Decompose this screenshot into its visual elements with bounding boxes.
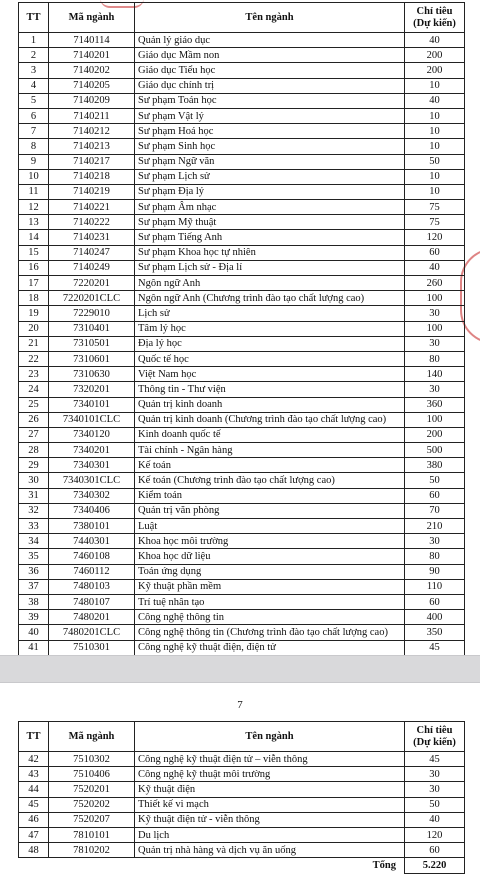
table-row <box>19 397 465 412</box>
row-ten-nganh: Khoa học dữ liệu <box>135 549 405 564</box>
row-ma-nganh: 7140219 <box>49 184 135 199</box>
row-ma-nganh: 7510301 <box>49 640 135 655</box>
row-ten-nganh: Sư phạm Địa lý <box>135 184 405 199</box>
row-chi-tieu: 30 <box>405 782 465 797</box>
row-tt: 31 <box>19 488 49 503</box>
row-ten-nganh: Thông tin - Thư viện <box>135 382 405 397</box>
header-tt: TT <box>19 3 49 33</box>
row-ma-nganh: 7140211 <box>49 108 135 123</box>
row-tt: 9 <box>19 154 49 169</box>
row-tt: 27 <box>19 427 49 442</box>
row-tt: 37 <box>19 579 49 594</box>
row-chi-tieu: 210 <box>405 519 465 534</box>
table-row <box>19 752 465 767</box>
table-row <box>19 124 465 139</box>
table-row <box>19 412 465 427</box>
majors-table-page-2 <box>18 721 465 874</box>
table-row <box>19 382 465 397</box>
row-ma-nganh: 7220201CLC <box>49 291 135 306</box>
row-ma-nganh: 7460108 <box>49 549 135 564</box>
table-row <box>19 488 465 503</box>
row-chi-tieu: 40 <box>405 33 465 48</box>
row-ma-nganh: 7140114 <box>49 33 135 48</box>
row-tt: 22 <box>19 351 49 366</box>
row-ma-nganh: 7140231 <box>49 230 135 245</box>
row-tt: 15 <box>19 245 49 260</box>
row-ten-nganh: Sư phạm Lịch sử - Địa lí <box>135 260 405 275</box>
row-tt: 46 <box>19 812 49 827</box>
row-ten-nganh: Toán ứng dụng <box>135 564 405 579</box>
row-ma-nganh: 7320201 <box>49 382 135 397</box>
row-tt: 12 <box>19 200 49 215</box>
document-page-2 <box>0 683 480 875</box>
table-row <box>19 549 465 564</box>
row-ten-nganh: Trí tuệ nhân tạo <box>135 594 405 609</box>
row-chi-tieu: 120 <box>405 230 465 245</box>
row-ten-nganh: Sư phạm Mỹ thuật <box>135 215 405 230</box>
row-ten-nganh: Sư phạm Khoa học tự nhiên <box>135 245 405 260</box>
row-tt: 8 <box>19 139 49 154</box>
row-ten-nganh: Lịch sử <box>135 306 405 321</box>
row-chi-tieu: 30 <box>405 306 465 321</box>
row-chi-tieu: 500 <box>405 443 465 458</box>
total-label: Tổng <box>135 858 405 873</box>
row-ma-nganh: 7140247 <box>49 245 135 260</box>
row-chi-tieu: 90 <box>405 564 465 579</box>
row-tt: 23 <box>19 367 49 382</box>
row-tt: 20 <box>19 321 49 336</box>
row-chi-tieu: 50 <box>405 473 465 488</box>
row-chi-tieu: 10 <box>405 78 465 93</box>
row-chi-tieu: 30 <box>405 382 465 397</box>
row-ma-nganh: 7140212 <box>49 124 135 139</box>
header-ma-nganh: Mã ngành <box>49 722 135 752</box>
table-row <box>19 564 465 579</box>
table-row <box>19 351 465 366</box>
row-tt: 2 <box>19 48 49 63</box>
table-row <box>19 93 465 108</box>
row-tt: 33 <box>19 519 49 534</box>
row-tt: 45 <box>19 797 49 812</box>
row-chi-tieu: 40 <box>405 812 465 827</box>
row-tt: 3 <box>19 63 49 78</box>
row-tt: 32 <box>19 503 49 518</box>
table-row <box>19 276 465 291</box>
table-header-row <box>19 722 465 752</box>
table-row <box>19 260 465 275</box>
row-tt: 41 <box>19 640 49 655</box>
row-ma-nganh: 7140205 <box>49 78 135 93</box>
row-tt: 39 <box>19 610 49 625</box>
row-ma-nganh: 7810202 <box>49 843 135 858</box>
row-chi-tieu: 350 <box>405 625 465 640</box>
row-ten-nganh: Công nghệ kỹ thuật môi trường <box>135 767 405 782</box>
row-ten-nganh: Quốc tế học <box>135 351 405 366</box>
table-row <box>19 367 465 382</box>
table-body-page-2 <box>19 752 465 858</box>
row-ma-nganh: 7140201 <box>49 48 135 63</box>
row-ma-nganh: 7310601 <box>49 351 135 366</box>
row-ten-nganh: Sư phạm Âm nhạc <box>135 200 405 215</box>
table-row <box>19 610 465 625</box>
row-ten-nganh: Địa lý học <box>135 336 405 351</box>
row-tt: 10 <box>19 169 49 184</box>
row-ma-nganh: 7520202 <box>49 797 135 812</box>
table-header-row <box>19 3 465 33</box>
table-row <box>19 33 465 48</box>
row-tt: 48 <box>19 843 49 858</box>
table-row <box>19 215 465 230</box>
table-row <box>19 291 465 306</box>
row-ten-nganh: Quản trị nhà hàng và dịch vụ ăn uống <box>135 843 405 858</box>
table-row <box>19 473 465 488</box>
row-ten-nganh: Du lịch <box>135 827 405 842</box>
row-chi-tieu: 60 <box>405 843 465 858</box>
row-chi-tieu: 30 <box>405 767 465 782</box>
row-tt: 35 <box>19 549 49 564</box>
row-ten-nganh: Giáo dục chính trị <box>135 78 405 93</box>
row-tt: 7 <box>19 124 49 139</box>
row-chi-tieu: 10 <box>405 139 465 154</box>
majors-table-page-1 <box>18 2 465 656</box>
row-chi-tieu: 100 <box>405 412 465 427</box>
row-chi-tieu: 10 <box>405 108 465 123</box>
row-tt: 13 <box>19 215 49 230</box>
table-row <box>19 321 465 336</box>
row-chi-tieu: 10 <box>405 124 465 139</box>
row-ten-nganh: Sư phạm Toán học <box>135 93 405 108</box>
row-tt: 14 <box>19 230 49 245</box>
row-tt: 36 <box>19 564 49 579</box>
row-ma-nganh: 7140202 <box>49 63 135 78</box>
row-ten-nganh: Kinh doanh quốc tế <box>135 427 405 442</box>
row-ma-nganh: 7520201 <box>49 782 135 797</box>
row-ma-nganh: 7140218 <box>49 169 135 184</box>
row-chi-tieu: 60 <box>405 488 465 503</box>
row-tt: 24 <box>19 382 49 397</box>
row-ten-nganh: Quản trị kinh doanh (Chương trình đào tạo chất lượng cao) <box>135 412 405 427</box>
row-ten-nganh: Quản trị kinh doanh <box>135 397 405 412</box>
row-chi-tieu: 60 <box>405 594 465 609</box>
table-row <box>19 230 465 245</box>
table-row <box>19 78 465 93</box>
row-ten-nganh: Ngôn ngữ Anh (Chương trình đào tạo chất lượng cao) <box>135 291 405 306</box>
row-ten-nganh: Ngôn ngữ Anh <box>135 276 405 291</box>
row-ten-nganh: Khoa học môi trường <box>135 534 405 549</box>
row-tt: 47 <box>19 827 49 842</box>
row-chi-tieu: 45 <box>405 752 465 767</box>
row-ma-nganh: 7340406 <box>49 503 135 518</box>
table-row <box>19 594 465 609</box>
row-ten-nganh: Sư phạm Lịch sử <box>135 169 405 184</box>
row-ten-nganh: Kỹ thuật điện <box>135 782 405 797</box>
row-ma-nganh: 7140221 <box>49 200 135 215</box>
row-chi-tieu: 45 <box>405 640 465 655</box>
row-ten-nganh: Sư phạm Tiếng Anh <box>135 230 405 245</box>
row-ten-nganh: Công nghệ thông tin <box>135 610 405 625</box>
row-chi-tieu: 200 <box>405 427 465 442</box>
row-chi-tieu: 60 <box>405 245 465 260</box>
row-ma-nganh: 7480107 <box>49 594 135 609</box>
row-chi-tieu: 40 <box>405 260 465 275</box>
row-chi-tieu: 70 <box>405 503 465 518</box>
table-row <box>19 812 465 827</box>
row-ma-nganh: 7340301CLC <box>49 473 135 488</box>
table-row <box>19 782 465 797</box>
row-tt: 42 <box>19 752 49 767</box>
row-ma-nganh: 7340101CLC <box>49 412 135 427</box>
row-ma-nganh: 7140209 <box>49 93 135 108</box>
row-tt: 28 <box>19 443 49 458</box>
table-row <box>19 306 465 321</box>
row-ma-nganh: 7140213 <box>49 139 135 154</box>
row-ten-nganh: Tâm lý học <box>135 321 405 336</box>
row-ten-nganh: Sư phạm Sinh học <box>135 139 405 154</box>
row-tt: 21 <box>19 336 49 351</box>
row-chi-tieu: 140 <box>405 367 465 382</box>
row-ma-nganh: 7140249 <box>49 260 135 275</box>
header-chi-tieu: Chỉ tiêu (Dự kiến) <box>405 3 465 33</box>
row-ma-nganh: 7140222 <box>49 215 135 230</box>
row-ten-nganh: Kiểm toán <box>135 488 405 503</box>
table-row <box>19 169 465 184</box>
row-chi-tieu: 10 <box>405 169 465 184</box>
header-chi-tieu: Chỉ tiêu (Dự kiến) <box>405 722 465 752</box>
row-ma-nganh: 7480103 <box>49 579 135 594</box>
row-tt: 19 <box>19 306 49 321</box>
row-tt: 44 <box>19 782 49 797</box>
total-row <box>19 858 465 873</box>
row-chi-tieu: 100 <box>405 291 465 306</box>
table-row <box>19 625 465 640</box>
table-row <box>19 48 465 63</box>
row-tt: 25 <box>19 397 49 412</box>
row-chi-tieu: 75 <box>405 215 465 230</box>
row-chi-tieu: 80 <box>405 351 465 366</box>
table-row <box>19 640 465 655</box>
row-ten-nganh: Sư phạm Ngữ văn <box>135 154 405 169</box>
row-tt: 4 <box>19 78 49 93</box>
header-tt: TT <box>19 722 49 752</box>
row-ten-nganh: Sư phạm Hoá học <box>135 124 405 139</box>
row-ma-nganh: 7460112 <box>49 564 135 579</box>
row-ma-nganh: 7340120 <box>49 427 135 442</box>
row-ma-nganh: 7310630 <box>49 367 135 382</box>
row-ten-nganh: Luật <box>135 519 405 534</box>
row-chi-tieu: 110 <box>405 579 465 594</box>
row-ma-nganh: 7340301 <box>49 458 135 473</box>
row-ma-nganh: 7310401 <box>49 321 135 336</box>
row-chi-tieu: 30 <box>405 534 465 549</box>
table-row <box>19 534 465 549</box>
table-row <box>19 427 465 442</box>
row-ma-nganh: 7340201 <box>49 443 135 458</box>
row-tt: 26 <box>19 412 49 427</box>
table-row <box>19 519 465 534</box>
table-row <box>19 154 465 169</box>
row-ten-nganh: Việt Nam học <box>135 367 405 382</box>
row-ma-nganh: 7440301 <box>49 534 135 549</box>
row-ma-nganh: 7480201CLC <box>49 625 135 640</box>
table-row <box>19 843 465 858</box>
row-ten-nganh: Sư phạm Vật lý <box>135 108 405 123</box>
page-number: 7 <box>237 699 243 711</box>
row-chi-tieu: 380 <box>405 458 465 473</box>
row-ten-nganh: Kỹ thuật phần mềm <box>135 579 405 594</box>
row-ten-nganh: Kế toán (Chương trình đào tạo chất lượng cao) <box>135 473 405 488</box>
row-chi-tieu: 200 <box>405 48 465 63</box>
row-chi-tieu: 400 <box>405 610 465 625</box>
row-ten-nganh: Công nghệ kỹ thuật điện, điện tử <box>135 640 405 655</box>
row-ten-nganh: Tài chính - Ngân hàng <box>135 443 405 458</box>
row-chi-tieu: 30 <box>405 336 465 351</box>
row-chi-tieu: 40 <box>405 93 465 108</box>
table-body-page-1 <box>19 33 465 656</box>
row-ma-nganh: 7220201 <box>49 276 135 291</box>
row-tt: 43 <box>19 767 49 782</box>
table-row <box>19 503 465 518</box>
row-ten-nganh: Công nghệ thông tin (Chương trình đào tạo chất lượng cao) <box>135 625 405 640</box>
table-row <box>19 200 465 215</box>
table-row <box>19 827 465 842</box>
row-ten-nganh: Giáo dục Tiểu học <box>135 63 405 78</box>
row-ma-nganh: 7810101 <box>49 827 135 842</box>
row-tt: 16 <box>19 260 49 275</box>
row-tt: 40 <box>19 625 49 640</box>
row-ten-nganh: Thiết kế vi mạch <box>135 797 405 812</box>
row-tt: 34 <box>19 534 49 549</box>
table-row <box>19 797 465 812</box>
total-value: 5.220 <box>405 858 465 873</box>
row-chi-tieu: 50 <box>405 154 465 169</box>
row-tt: 18 <box>19 291 49 306</box>
row-tt: 6 <box>19 108 49 123</box>
row-chi-tieu: 10 <box>405 184 465 199</box>
row-ten-nganh: Giáo dục Mầm non <box>135 48 405 63</box>
row-ma-nganh: 7380101 <box>49 519 135 534</box>
row-chi-tieu: 100 <box>405 321 465 336</box>
table-row <box>19 245 465 260</box>
row-chi-tieu: 260 <box>405 276 465 291</box>
row-ten-nganh: Công nghệ kỹ thuật điện tử – viễn thông <box>135 752 405 767</box>
table-row <box>19 443 465 458</box>
row-ma-nganh: 7140217 <box>49 154 135 169</box>
page-separator <box>0 655 480 683</box>
table-row <box>19 336 465 351</box>
row-tt: 38 <box>19 594 49 609</box>
row-ten-nganh: Quản trị văn phòng <box>135 503 405 518</box>
row-tt: 11 <box>19 184 49 199</box>
row-tt: 30 <box>19 473 49 488</box>
row-ma-nganh: 7340101 <box>49 397 135 412</box>
table-row <box>19 63 465 78</box>
header-ten-nganh: Tên ngành <box>135 722 405 752</box>
row-chi-tieu: 75 <box>405 200 465 215</box>
table-row <box>19 458 465 473</box>
table-row <box>19 139 465 154</box>
row-ma-nganh: 7310501 <box>49 336 135 351</box>
row-ma-nganh: 7229010 <box>49 306 135 321</box>
row-ma-nganh: 7340302 <box>49 488 135 503</box>
row-ten-nganh: Kế toán <box>135 458 405 473</box>
table-row <box>19 579 465 594</box>
table-row <box>19 108 465 123</box>
table-row <box>19 767 465 782</box>
table-row <box>19 184 465 199</box>
row-ma-nganh: 7480201 <box>49 610 135 625</box>
row-tt: 17 <box>19 276 49 291</box>
row-chi-tieu: 360 <box>405 397 465 412</box>
row-ten-nganh: Kỹ thuật điện tử - viễn thông <box>135 812 405 827</box>
row-chi-tieu: 120 <box>405 827 465 842</box>
header-ten-nganh: Tên ngành <box>135 3 405 33</box>
row-ma-nganh: 7520207 <box>49 812 135 827</box>
row-tt: 29 <box>19 458 49 473</box>
row-tt: 1 <box>19 33 49 48</box>
row-chi-tieu: 200 <box>405 63 465 78</box>
row-ma-nganh: 7510406 <box>49 767 135 782</box>
header-ma-nganh: Mã ngành <box>49 3 135 33</box>
row-chi-tieu: 80 <box>405 549 465 564</box>
row-chi-tieu: 50 <box>405 797 465 812</box>
row-ten-nganh: Quản lý giáo dục <box>135 33 405 48</box>
row-tt: 5 <box>19 93 49 108</box>
row-ma-nganh: 7510302 <box>49 752 135 767</box>
